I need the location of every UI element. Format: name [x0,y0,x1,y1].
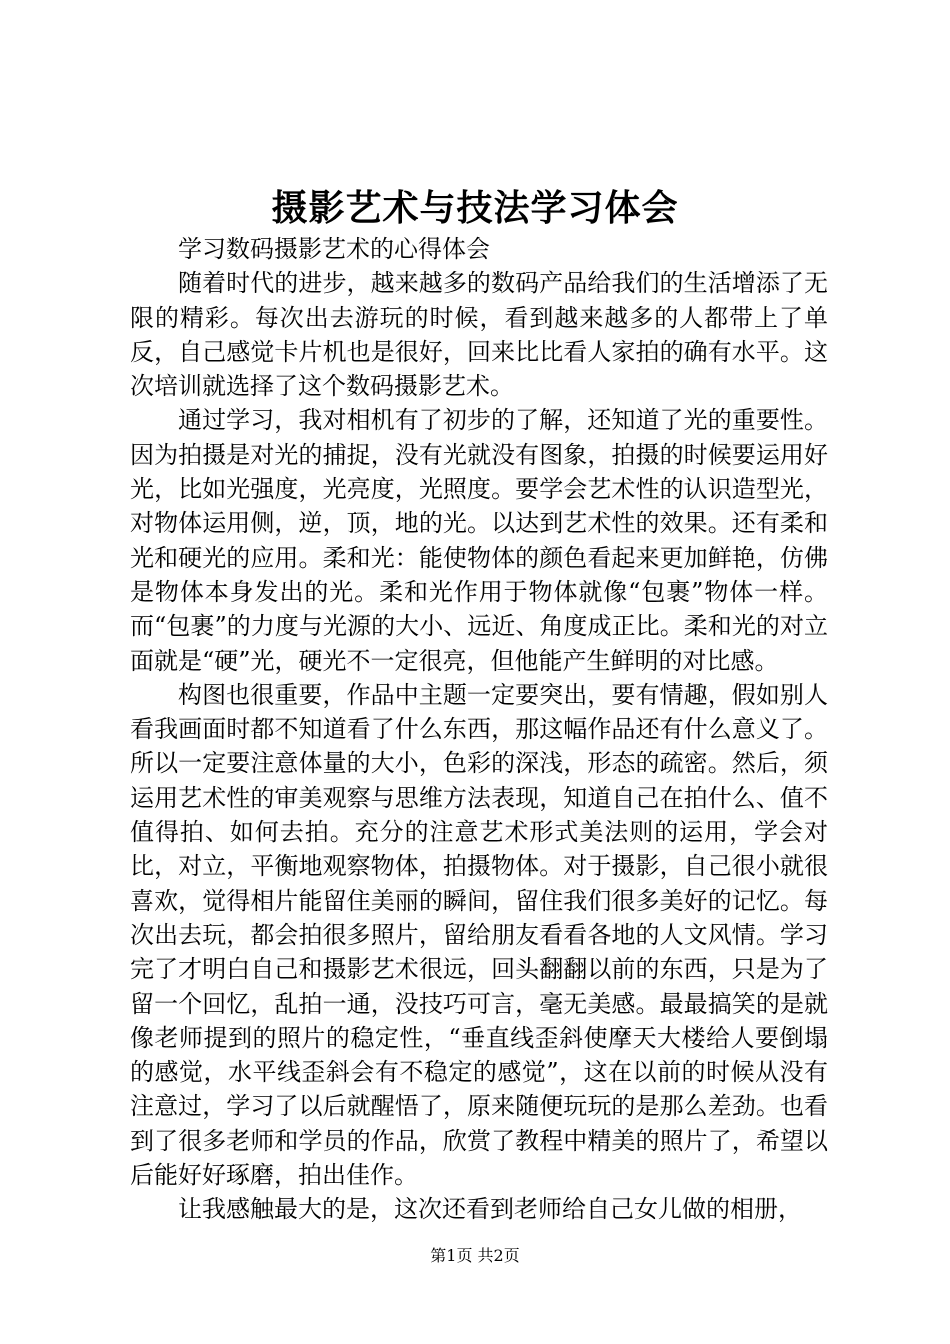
paragraph-light: 通过学习，我对相机有了初步的了解，还知道了光的重要性。因为拍摄是对光的捕捉，没有光就没有图象，拍摄的时候要运用好光，比如光强度，光亮度，光照度。要学会艺术性的认识造型光，对物体运用侧，逆，顶，地的光。以达到艺术性的效果。还有柔和光和硬光的应用。柔和光：能使物体的颜色看起来更加鲜艳，仿佛是物体本身发出的光。柔和光作用于物体就像“包裹”物体一样。而“包裹”的力度与光源的大小、远近、角度成正比。柔和光的对立面就是“硬”光，硬光不一定很亮，但他能产生鲜明的对比感。 [130,406,828,675]
document-body [130,232,828,1227]
paragraph-impression: 让我感触最大的是，这次还看到老师给自己女儿做的相册， [178,1195,802,1224]
paragraph-intro: 随着时代的进步，越来越多的数码产品给我们的生活增添了无限的精彩。每次出去游玩的时候，看到越来越多的人都带上了单反，自己感觉卡片机也是很好，回来比比看人家拍的确有水平。这次培训就选择了这个数码摄影艺术。 [130,269,828,401]
page-footer: 第1页 共2页 [430,1246,520,1265]
paragraph-composition: 构图也很重要，作品中主题一定要突出，要有情趣，假如别人看我画面时都不知道看了什么东西，那这幅作品还有什么意义了。所以一定要注意体量的大小，色彩的深浅，形态的疏密。然后，须运用艺术性的审美观察与思维方法表现，知道自己在拍什么、值不值得拍、如何去拍。充分的注意艺术形式美法则的运用，学会对比，对立，平衡地观察物体，拍摄物体。对于摄影，自己很小就很喜欢，觉得相片能留住美丽的瞬间，留住我们很多美好的记忆。每次出去玩，都会拍很多照片，留给朋友看看各地的人文风情。学习完了才明白自己和摄影艺术很远，回头翻翻以前的东西，只是为了留一个回忆，乱拍一通，没技巧可言，毫无美感。最最搞笑的是就像老师提到的照片的稳定性，“垂直线歪斜使摩天大楼给人要倒塌的感觉，水平线歪斜会有不稳定的感觉”，这在以前的时候从没有注意过，学习了以后就醒悟了，原来随便玩玩的是那么差劲。也看到了很多老师和学员的作品，欣赏了教程中精美的照片了，希望以后能好好琢磨，拍出佳作。 [130,680,828,1190]
paragraph-subtitle: 学习数码摄影艺术的心得体会 [178,235,490,263]
document-title: 摄影艺术与技法学习体会 [271,187,679,229]
